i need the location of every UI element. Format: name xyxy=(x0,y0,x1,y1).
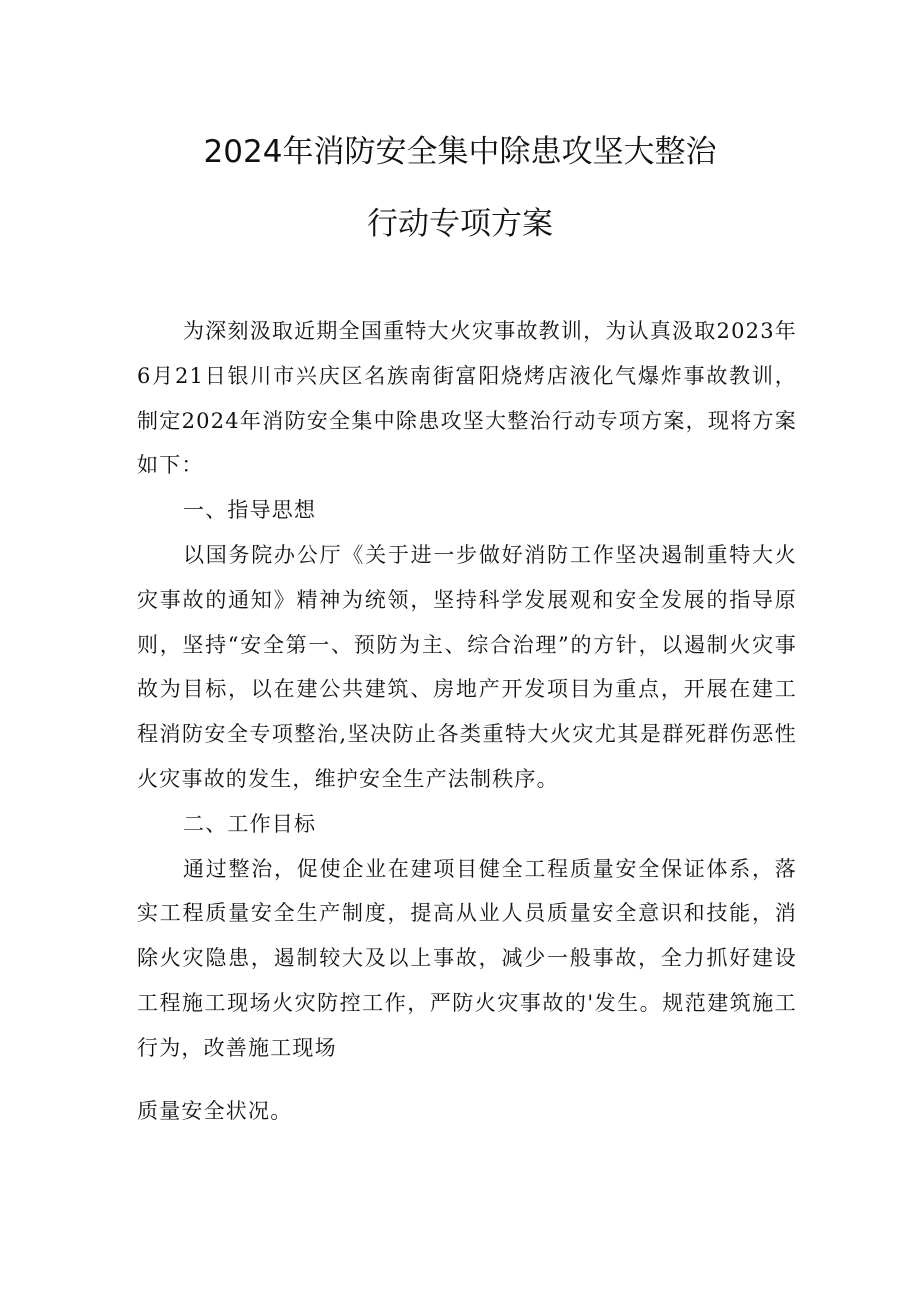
intro-paragraph: 为深刻汲取近期全国重特大火灾事故教训，为认真汲取2023年6月21日银川市兴庆区名族南街富阳烧烤店液化气爆炸事故教训，制定2024年消防安全集中除患攻坚大整治行动专项方案，现将方案如下： xyxy=(137,319,797,478)
section-body-guiding-ideology: 以国务院办公厅《关于进一步做好消防工作坚决遏制重特大火灾事故的通知》精神为统领，坚持科学发展观和安全发展的指导原则，坚持“安全第一、预防为主、综合治理”的方针，以遏制火灾事故为目标，以在建公共建筑、房地产开发项目为重点，开展在建工程消防安全专项整治,坚决防止各类重特大火灾尤其是群死群伤恶性火灾事故的发生，维护安全生产法制秩序。 xyxy=(137,542,797,791)
section-heading-work-goals: 二、工作目标 xyxy=(183,811,317,836)
section-heading-guiding-ideology: 一、指导思想 xyxy=(183,498,317,523)
section-body-work-goals-continued: 质量安全状况。 xyxy=(137,1098,293,1123)
paragraph-gap xyxy=(137,1071,797,1089)
section-body-work-goals: 通过整治，促使企业在建项目健全工程质量安全保证体系，落实工程质量安全生产制度，提高从业人员质量安全意识和技能，消除火灾隐患，遏制较大及以上事故，减少一般事故，全力抓好建设工程施工现场火灾防控工作，严防火灾事故的'发生。规范建筑施工行为，改善施工现场 xyxy=(137,856,797,1060)
document-title-line-2: 行动专项方案 xyxy=(367,206,553,242)
document-body xyxy=(137,309,797,1133)
document-title-line-1: 2024年消防安全集中除患攻坚大整治 xyxy=(203,134,717,170)
